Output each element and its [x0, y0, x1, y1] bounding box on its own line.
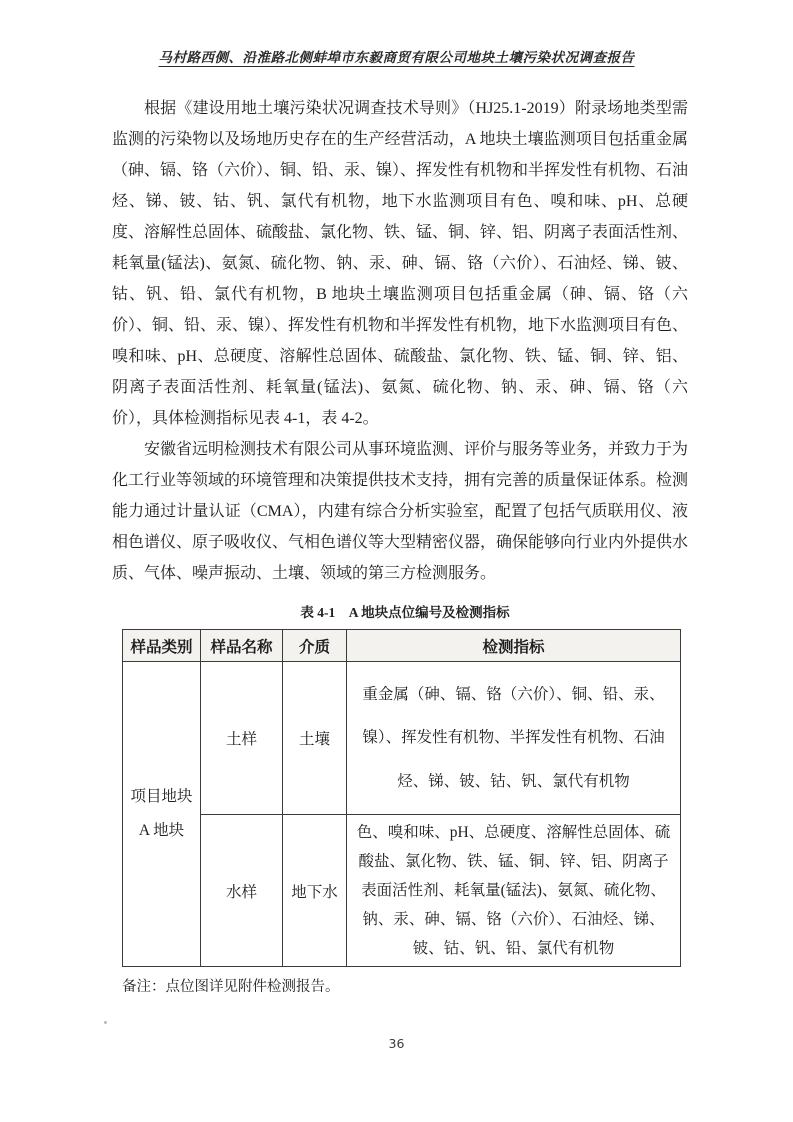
table-header-row: [123, 630, 681, 662]
table-row-water: [123, 815, 681, 967]
indicators-cell-soil: 重金属（砷、镉、铬（六价）、铜、铅、汞、镍）、挥发性有机物、半挥发性有机物、石油烃、锑、铍、钴、钒、氯代有机物: [347, 662, 681, 815]
document-title: 马村路西侧、沿淮路北侧蚌埠市东毅商贸有限公司地块土壤污染状况调查报告: [158, 50, 635, 65]
column-header-medium: 介质: [283, 630, 347, 662]
category-line-1: 项目地块: [130, 787, 193, 805]
scan-artifact-dot: [104, 1021, 107, 1024]
monitoring-indicators-table: [122, 629, 681, 967]
sample-name-cell-soil: 土样: [201, 662, 283, 815]
table-note: 备注：点位图详见附件检测报告。: [122, 979, 340, 995]
category-cell: [123, 662, 201, 967]
sample-name-cell-water: 水样: [201, 815, 283, 967]
column-header-sample-name: 样品名称: [201, 630, 283, 662]
table-caption: 表 4-1 A 地块点位编号及检测指标: [300, 605, 510, 620]
paragraph-lab-introduction: 安徽省远明检测技术有限公司从事环境监测、评价与服务等业务，并致力于为化工行业等领域的环境管理和决策提供技术支持，拥有完善的质量保证体系。检测能力通过计量认证（CMA），内建有综合分析实验室，配置了包括气质联用仪、液相色谱仪、原子吸收仪、气相色谱仪等大型精密仪器，确保能够向行业内外提供水质、气体、噪声振动、土壤、领域的第三方检测服务。: [112, 441, 689, 582]
medium-cell-soil: 土壤: [283, 662, 347, 815]
page-header: [0, 0, 793, 67]
paragraph-monitoring-items: 根据《建设用地土壤污染状况调查技术导则》（HJ25.1-2019）附录场地类型需监测的污染物以及场地历史存在的生产经营活动，A 地块土壤监测项目包括重金属（砷、镉、铬（六价）、铜、铅、汞、镍）、挥发性有机物和半挥发性有机物、石油烃、锑、铍、钴、钒、氯代有机物，地下水监测项目有色、嗅和味、pH、总硬度、溶解性总固体、硫酸盐、氯化物、铁、锰、铜、锌、铝、阴离子表面活性剂、耗氧量(锰法)、氨氮、硫化物、钠、汞、砷、镉、铬（六价）、石油烃、锑、铍、钴、钒、铅、氯代有机物，B 地块土壤监测项目包括重金属（砷、镉、铬（六价）、铜、铅、汞、镍）、挥发性有机物和半挥发性有机物，地下水监测项目有色、嗅和味、pH、总硬度、溶解性总固体、硫酸盐、氯化物、铁、锰、铜、锌、铝、阴离子表面活性剂、耗氧量(锰法)、氨氮、硫化物、钠、汞、砷、镉、铬（六价），具体检测指标见表 4-1，表 4-2。: [112, 100, 689, 427]
column-header-indicators: 检测指标: [347, 630, 681, 662]
page-number: 36: [388, 1036, 405, 1051]
column-header-sample-category: 样品类别: [123, 630, 201, 662]
category-line-2: A 地块: [138, 822, 185, 839]
indicators-cell-water: 色、嗅和味、pH、总硬度、溶解性总固体、硫酸盐、氯化物、铁、锰、铜、锌、铝、阴离子表面活性剂、耗氧量(锰法)、氨氮、硫化物、钠、汞、砷、镉、铬（六价）、石油烃、锑、铍、钴、钒、铅、氯代有机物: [347, 815, 681, 967]
table-row-soil: [123, 662, 681, 815]
page-content: [112, 93, 688, 996]
medium-cell-water: 地下水: [283, 815, 347, 967]
